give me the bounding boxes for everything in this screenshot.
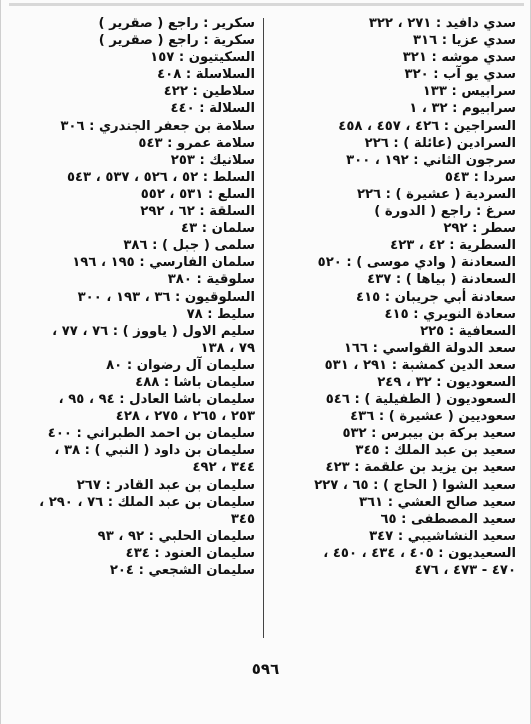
index-entry: السعادنة ( بياها ) : ٤٣٧ bbox=[367, 272, 516, 288]
index-entry: سدي يو آب : ٣٢٠ bbox=[404, 67, 516, 83]
index-entry: سكرير : راجع ( صقرير ) bbox=[98, 16, 255, 31]
index-entry: سعد الدولة القواسي : ١٦٦ bbox=[343, 340, 516, 356]
index-entry: السلوقيون : ٣٦ ، ١٩٣ ، ٣٠٠ bbox=[77, 289, 255, 305]
index-entry: سطر : ٢٩٢ bbox=[443, 221, 516, 237]
index-entry: سرابيس : ١٣٣ bbox=[422, 84, 516, 100]
index-entry: سليمان بن احمد الطبراني : ٤٠٠ bbox=[47, 426, 255, 442]
index-entry: ٢٥٣ ، ٢٦٥ ، ٢٧٥ ، ٤٢٨ bbox=[115, 409, 255, 425]
index-entry: السطرية : ٤٢ ، ٤٢٣ bbox=[390, 238, 516, 254]
index-entry: سردا : ٥٤٣ bbox=[444, 169, 516, 185]
index-entry: سعيد بن يزيد بن علقمة : ٤٢٣ bbox=[325, 460, 516, 476]
index-entry: سرغ : راجع ( الدورة ) bbox=[374, 204, 516, 220]
index-entry: السراجين : ٤٢٦ ، ٤٥٧ ، ٤٥٨ bbox=[338, 118, 516, 134]
index-entry: سليمان بن عبد الملك : ٧٦ ، ٢٩٠ ، bbox=[39, 494, 255, 510]
index-entry: سلمان : ٤٣ bbox=[181, 221, 255, 237]
index-entry: سدي عزيا : ٣١٦ bbox=[413, 33, 516, 49]
index-entry: السردية ( عشيرة ) : ٢٢٦ bbox=[356, 186, 516, 202]
index-entry: سعوديين ( عشيرة ) : ٤٣٦ bbox=[350, 409, 516, 425]
index-entry: سلانيك : ٢٥٣ bbox=[170, 152, 255, 168]
index-entry: السكيتيون : ١٥٧ bbox=[150, 50, 255, 66]
index-entry: سليمان الحلبي : ٩٢ ، ٩٣ bbox=[97, 528, 255, 544]
index-entry: سليمان بن داود ( النبي ) : ٣٨ ، bbox=[54, 443, 255, 459]
index-column-right bbox=[281, 15, 516, 579]
index-entry: ٣٤٥ bbox=[230, 511, 255, 527]
index-entry: سكرية : راجع ( صقرير ) bbox=[98, 33, 255, 49]
index-entry: السلالة : ٤٤٠ bbox=[170, 101, 255, 117]
index-entry: السلاسلة : ٤٠٨ bbox=[157, 67, 255, 83]
index-column-left bbox=[7, 15, 255, 579]
index-entry: السعيديون : ٤٠٥ ، ٤٣٤ ، ٤٥٠ ، bbox=[323, 545, 516, 561]
index-entry: السرادين (عائلة ) : ٢٢٦ bbox=[364, 135, 516, 151]
index-entry: سليط : ٧٨ bbox=[186, 306, 255, 322]
index-entry: سدي دافيد : ٢٧١ ، ٣٢٢ bbox=[368, 16, 516, 31]
index-entry: سعيد النشاشيبي : ٣٤٧ bbox=[369, 528, 516, 544]
index-entry: سليمان آل رضوان : ٨٠ bbox=[106, 357, 255, 373]
index-entry: سلاطين : ٤٢٢ bbox=[163, 84, 255, 100]
index-entry: ٤٧٠ - ٤٧٣ ، ٤٧٦ bbox=[414, 563, 516, 578]
index-entry: سعادنة أبي جريبان : ٤١٥ bbox=[356, 289, 516, 305]
column-divider bbox=[263, 18, 264, 638]
index-entry: سليمان باشا العادل : ٩٤ ، ٩٥ ، bbox=[58, 392, 255, 408]
index-entry: سعيد بن عبد الملك : ٣٤٥ bbox=[355, 443, 516, 459]
index-entry: السعادنة ( وادي موسى ) : ٥٢٠ bbox=[317, 255, 516, 271]
index-entry: سليم الاول ( ياووز ) : ٧٦ ، ٧٧ ، bbox=[52, 323, 255, 339]
index-entry: سلامة عمرو : ٥٤٣ bbox=[138, 135, 255, 151]
index-entry: ٣٤٤ ، ٤٩٢ bbox=[192, 460, 255, 476]
index-entry: السلط : ٥٢ ، ٥٢٦ ، ٥٣٧ ، ٥٤٣ bbox=[66, 169, 255, 185]
index-entry: سعيد صالح العشي : ٣٦١ bbox=[358, 494, 516, 510]
index-entry: السعافية : ٢٢٥ bbox=[420, 323, 516, 339]
page-number: ٥٩٦ bbox=[251, 660, 280, 678]
index-entry: السعوديون : ٣٢ ، ٢٤٩ bbox=[377, 374, 516, 390]
index-entry: السلع : ٥٣١ ، ٥٥٢ bbox=[140, 186, 255, 202]
index-entry: سعيد الشوا ( الحاج ) : ٦٥ ، ٢٢٧ bbox=[314, 477, 516, 493]
index-entry: سليمان بن عبد القادر : ٢٦٧ bbox=[76, 477, 255, 493]
index-entry: سلامة بن جعفر الجندري : ٣٠٦ bbox=[60, 118, 255, 134]
index-entry: السلقة : ٦٢ ، ٢٩٢ bbox=[140, 204, 255, 220]
index-entry: سلوقية : ٣٨٠ bbox=[167, 272, 255, 288]
index-entry: سلمان الفارسي : ١٩٥ ، ١٩٦ bbox=[72, 255, 255, 271]
index-entry: سعد الدين كمشبة : ٢٩١ ، ٥٣١ bbox=[324, 357, 516, 373]
index-entry: السعوديون ( الطفيلية ) : ٥٤٦ bbox=[325, 392, 516, 408]
index-entry: سليمان العنود : ٤٣٤ bbox=[125, 545, 255, 561]
index-entry: سرابيوم : ٣٢ ، ١ bbox=[409, 101, 516, 117]
index-entry: سعيد المصطفى : ٦٥ bbox=[380, 511, 516, 527]
index-entry: سعادة النويري : ٤١٥ bbox=[384, 306, 516, 322]
index-entry: سدي موشه : ٣٢١ bbox=[402, 50, 516, 66]
index-entry: سليمان الشجعي : ٢٠٤ bbox=[109, 563, 255, 578]
index-entry: سليمان باشا : ٤٨٨ bbox=[135, 374, 255, 390]
index-entry: ٧٩ ، ١٣٨ bbox=[200, 340, 255, 356]
index-entry: سعيد بركة بن بيبرس : ٥٣٢ bbox=[342, 426, 516, 442]
page-top-edge bbox=[9, 3, 524, 6]
index-entry: سرجون الثاني : ١٩٢ ، ٣٠٠ bbox=[346, 152, 516, 168]
index-entry: سلمى ( جبل ) : ٣٨٦ bbox=[123, 238, 255, 254]
